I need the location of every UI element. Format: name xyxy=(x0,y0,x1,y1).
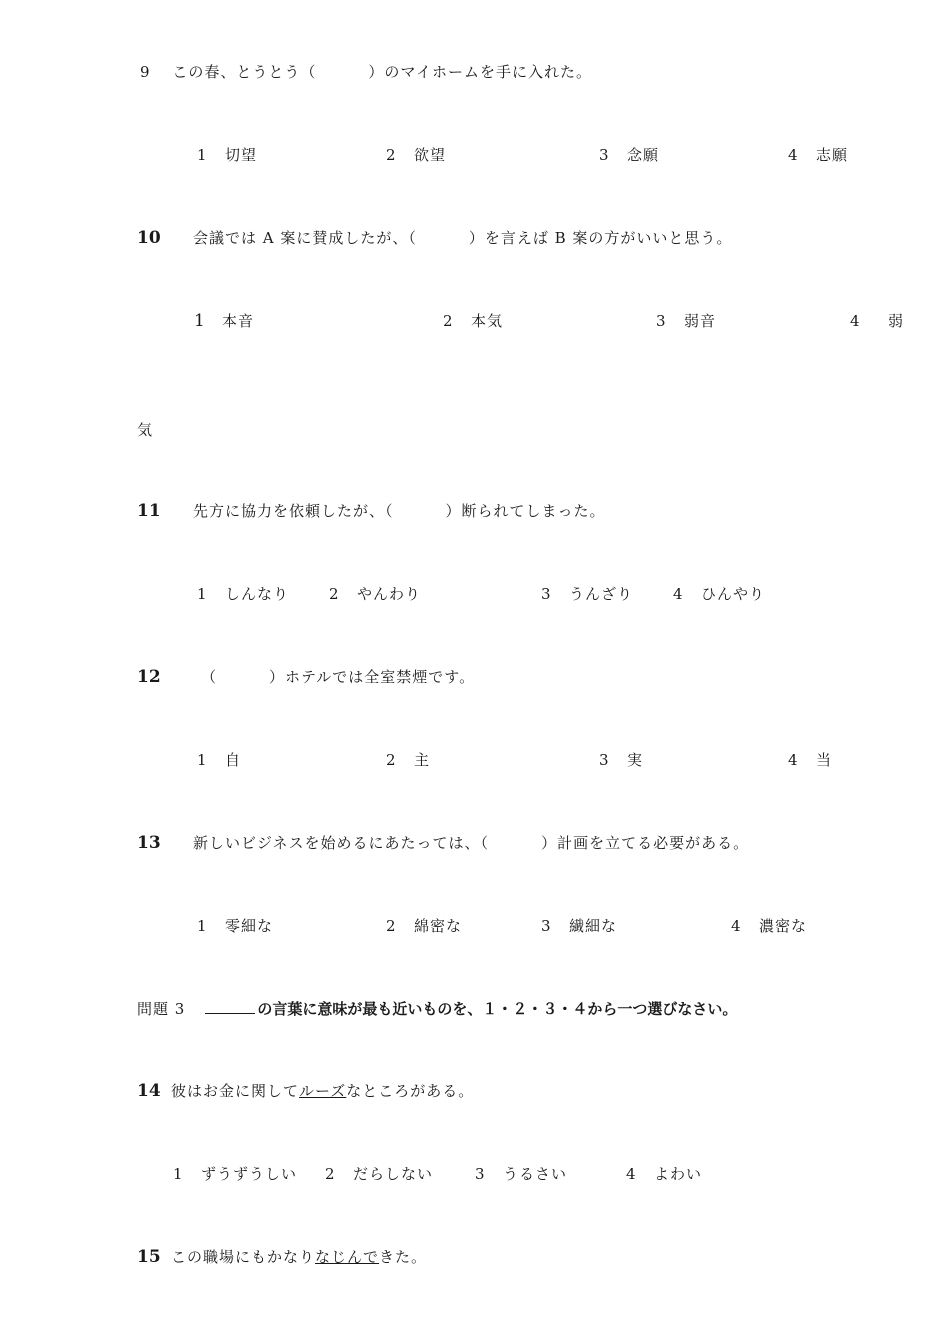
question-9 xyxy=(140,62,592,82)
option-12-3: 3 実 xyxy=(599,751,644,769)
underlined-word: なじんで xyxy=(315,1248,380,1266)
question-text-after: ）を言えば B 案の方がいいと思う。 xyxy=(468,229,733,247)
option-13-1: 1 零細な xyxy=(197,917,274,935)
question-text-after: きた。 xyxy=(379,1248,428,1266)
option-14-4: 4 よわい xyxy=(626,1165,703,1183)
option-11-3: 3 うんざり xyxy=(541,585,634,603)
option-12-1: 1 自 xyxy=(197,751,242,769)
option-10-1: 1 本音 xyxy=(194,311,255,331)
question-10 xyxy=(137,228,732,248)
option-10-4: 4 弱 xyxy=(850,312,905,330)
question-14 xyxy=(137,1081,474,1101)
question-11 xyxy=(137,501,606,521)
question-text-before: （ xyxy=(201,668,218,686)
option-12-2: 2 主 xyxy=(386,751,431,769)
question-number: 11 xyxy=(137,501,161,521)
option-10-2: 2 本気 xyxy=(443,312,504,330)
question-number: 14 xyxy=(137,1081,161,1101)
option-12-4: 4 当 xyxy=(788,751,833,769)
option-9-3: 3 念願 xyxy=(599,146,660,164)
option-11-1: 1 しんなり xyxy=(197,585,290,603)
question-text-before: この職場にもかなり xyxy=(171,1248,316,1266)
question-12 xyxy=(137,667,475,687)
underlined-word: ルーズ xyxy=(299,1082,347,1100)
question-13 xyxy=(137,833,749,853)
option-11-2: 2 やんわり xyxy=(329,585,422,603)
question-text-after: ）のマイホームを手に入れた。 xyxy=(368,63,593,81)
question-number: 12 xyxy=(137,667,161,687)
question-text-before: この春、とうとう（ xyxy=(172,63,317,81)
underline-blank xyxy=(205,999,255,1014)
question-number: 13 xyxy=(137,833,161,853)
question-text-after: ）計画を立てる必要がある。 xyxy=(541,834,750,852)
option-14-3: 3 うるさい xyxy=(475,1165,568,1183)
option-11-4: 4 ひんやり xyxy=(673,585,766,603)
option-9-4: 4 志願 xyxy=(788,146,849,164)
question-text-before: 会議では A 案に賛成したが、（ xyxy=(193,229,417,247)
question-15 xyxy=(137,1247,427,1267)
option-13-2: 2 綿密な xyxy=(386,917,463,935)
section-instruction: の言葉に意味が最も近いものを、１・２・３・４から一つ選びなさい。 xyxy=(257,1000,738,1018)
option-10-3: 3 弱音 xyxy=(656,312,717,330)
section-label: 問題 3 xyxy=(137,1000,186,1018)
option-9-2: 2 欲望 xyxy=(386,146,447,164)
option-10-4-wrap: 気 xyxy=(137,421,154,439)
section-3-heading xyxy=(137,999,737,1019)
option-13-4: 4 濃密な xyxy=(731,917,808,935)
option-13-3: 3 繊細な xyxy=(541,917,618,935)
question-text-after: ）断られてしまった。 xyxy=(445,502,606,520)
question-text-before: 彼はお金に関して xyxy=(171,1082,300,1100)
question-number: 9 xyxy=(140,63,151,81)
question-text-before: 先方に協力を依頼したが、（ xyxy=(193,502,394,520)
question-text-after: ）ホテルでは全室禁煙です。 xyxy=(269,668,476,686)
option-14-2: 2 だらしない xyxy=(325,1165,434,1183)
question-number: 15 xyxy=(137,1247,161,1267)
question-number: 10 xyxy=(137,228,161,248)
question-text-after: なところがある。 xyxy=(346,1082,475,1100)
question-text-before: 新しいビジネスを始めるにあたっては、（ xyxy=(193,834,490,852)
option-9-1: 1 切望 xyxy=(197,146,258,164)
option-14-1: 1 ずうずうしい xyxy=(173,1165,298,1183)
